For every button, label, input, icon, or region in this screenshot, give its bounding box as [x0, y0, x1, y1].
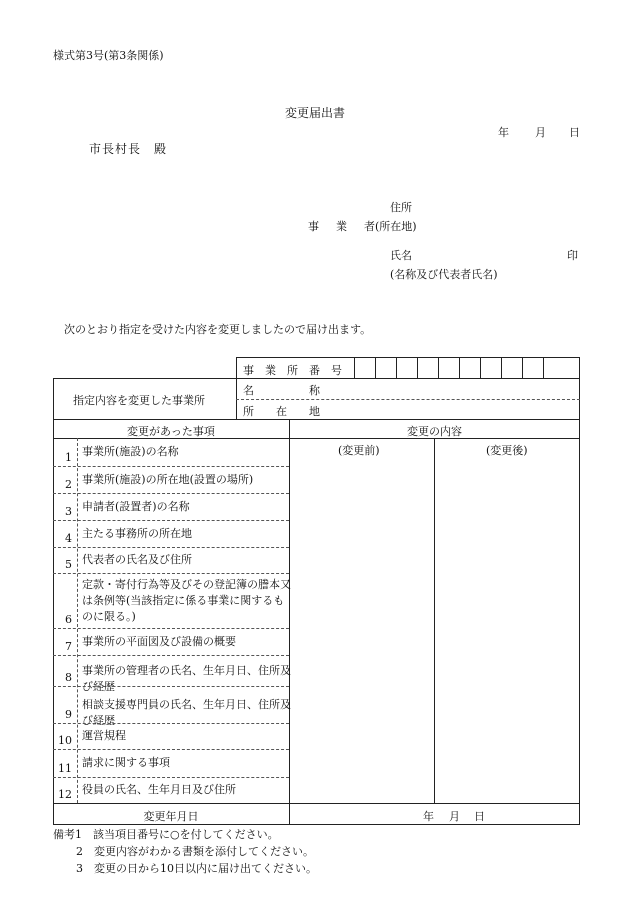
applicant-name-sub: (名称及び代表者氏名) — [390, 268, 498, 281]
item-text: 申請者(設置者)の名称 — [82, 499, 190, 513]
item-number: 10 — [58, 734, 72, 747]
digit-box-divider — [396, 357, 397, 379]
digit-box-divider — [522, 357, 523, 379]
digit-box-divider — [480, 357, 481, 379]
note-text: 変更内容がわかる書類を添付してください。 — [94, 845, 314, 858]
item-number: 9 — [65, 708, 72, 721]
note-item — [53, 843, 317, 860]
applicant-address-label: 住所 — [390, 201, 412, 214]
item-number: 7 — [65, 640, 72, 653]
digit-box-divider — [459, 357, 460, 379]
date-month-label: 月 — [535, 126, 546, 139]
header-before: (変更前) — [338, 444, 380, 457]
item-text: 代表者の氏名及び住所 — [82, 553, 192, 566]
item-number: 8 — [65, 671, 72, 684]
item-text: 運営規程 — [82, 729, 126, 742]
item-text: 事業所の管理者の氏名、生年月日、住所及び経歴 — [82, 663, 291, 693]
item-number: 3 — [65, 505, 72, 518]
note-item — [53, 860, 317, 877]
digit-box-divider — [354, 357, 355, 379]
note-prefix: 3 — [76, 862, 83, 875]
operator-char: 事 — [308, 220, 336, 233]
item-number: 5 — [65, 558, 72, 571]
form-id: 様式第3号(第3条関係) — [53, 49, 164, 62]
note-prefix: 備考1 — [53, 828, 82, 841]
digit-box-divider — [438, 357, 439, 379]
facility-name-label: 名 称 — [243, 384, 320, 397]
note-text: 該当項目番号に○を付してください。 — [93, 828, 279, 841]
item-number: 12 — [58, 788, 72, 801]
item-number: 4 — [65, 532, 72, 545]
page-title: 変更届出書 — [284, 106, 345, 120]
item-text: 事業所(施設)の所在地(設置の場所) — [82, 472, 254, 486]
operator-char: 業 — [336, 220, 364, 233]
digit-box-divider — [375, 357, 376, 379]
note-prefix: 2 — [76, 845, 83, 858]
footer-month: 月 — [449, 810, 460, 823]
item-text: 役員の氏名、生年月日及び住所 — [82, 783, 236, 796]
item-number: 11 — [58, 762, 72, 775]
operator-label — [308, 218, 417, 234]
note-item — [53, 826, 317, 843]
item-text: 事業所の平面図及び設備の概要 — [82, 634, 236, 648]
facility-location-label: 所 在 地 — [243, 405, 320, 418]
item-text: 請求に関する事項 — [82, 756, 170, 769]
digit-box-divider — [501, 357, 502, 379]
applicant-name-label: 氏名 — [390, 249, 412, 262]
footer-day: 日 — [474, 810, 485, 823]
header-changed-items: 変更があった事項 — [127, 425, 215, 438]
header-change-content: 変更の内容 — [407, 425, 462, 438]
item-text: 事業所(施設)の名称 — [82, 445, 179, 458]
facility-section-label: 指定内容を変更した事業所 — [73, 394, 205, 407]
lead-text: 次のとおり指定を受けた内容を変更しましたので届け出ます。 — [64, 323, 372, 336]
date-year-label: 年 — [498, 126, 509, 139]
item-number: 2 — [65, 478, 72, 491]
footer-date-label: 変更年月日 — [143, 810, 199, 823]
facility-number-label: 事 業 所 番 号 — [243, 364, 342, 377]
item-number: 6 — [65, 613, 72, 626]
notes — [53, 826, 317, 877]
item-text: 相談支援専門員の氏名、生年月日、住所及び経歴 — [82, 697, 291, 727]
item-text: 主たる事務所の所在地 — [82, 526, 192, 540]
item-text: 定款・寄付行為等及びその登記簿の謄本又は条例等(当該指定に係る事業に関するものに限る。) — [82, 577, 291, 623]
seal-mark: 印 — [567, 249, 578, 262]
operator-tail: 者(所在地) — [364, 220, 417, 233]
footer-year: 年 — [423, 810, 434, 823]
header-after: (変更後) — [486, 444, 528, 457]
addressee: 市長村長 殿 — [89, 142, 168, 156]
digit-box-divider — [543, 357, 544, 379]
digit-box-divider — [417, 357, 418, 379]
date-day-label: 日 — [569, 126, 580, 139]
note-text: 変更の日から10日以内に届け出てください。 — [94, 862, 317, 875]
item-number: 1 — [65, 451, 72, 464]
